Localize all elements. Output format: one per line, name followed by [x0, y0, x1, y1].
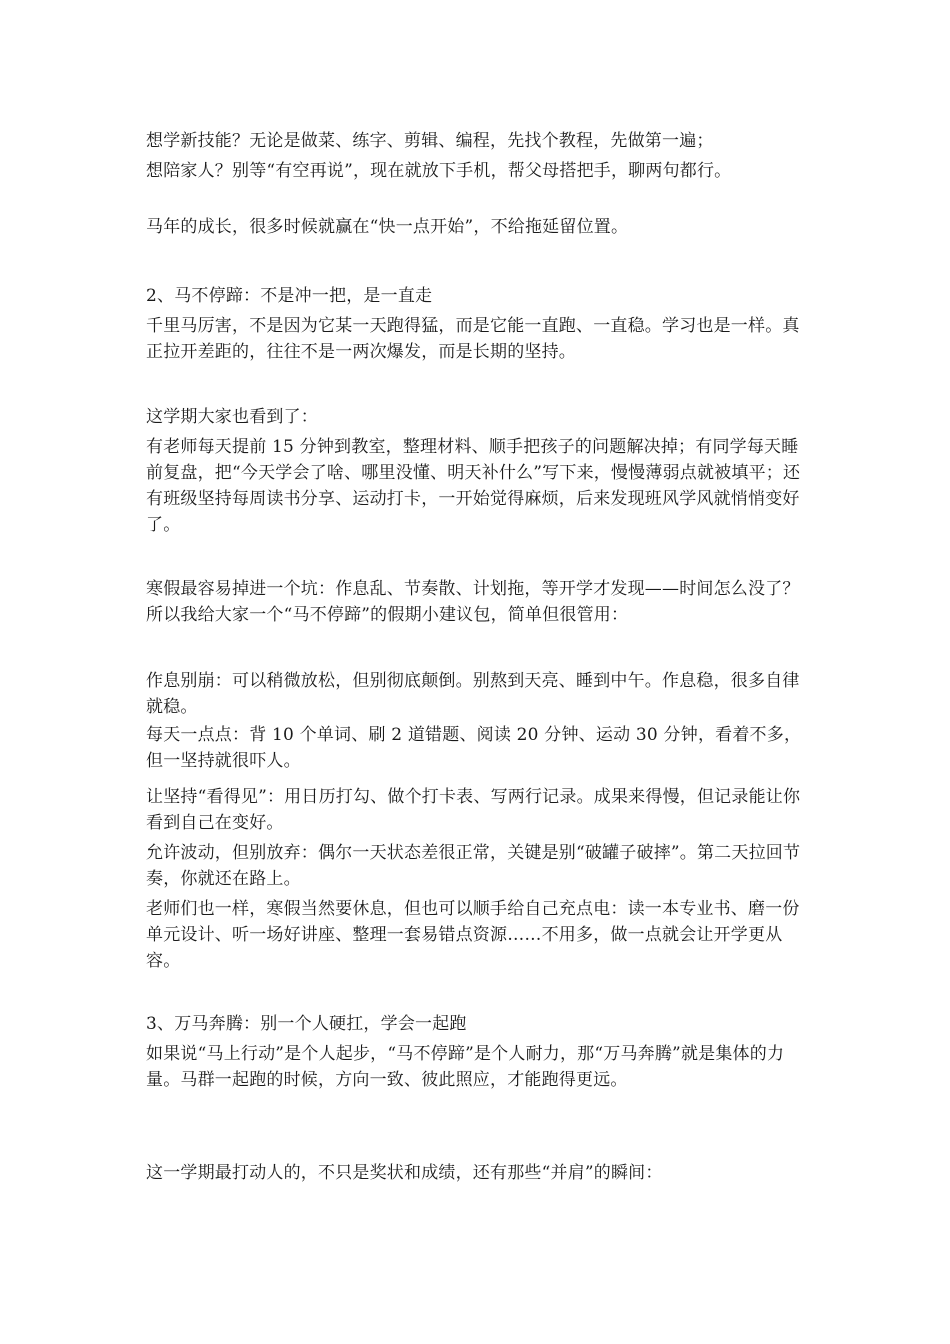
paragraph-persistence: 千里马厉害，不是因为它某一天跑得猛，而是它能一直跑、一直稳。学习也是一样。真正拉开差距的，往往不是一两次爆发，而是长期的坚持。 — [146, 316, 800, 362]
paragraph-winter-break: 寒假最容易掉进一个坑：作息乱、节奏散、计划拖，等开学才发现——时间怎么没了？所以我给大家一个“马不停蹄”的假期小建议包，简单但很管用： — [146, 579, 800, 625]
paragraph-start-early: 马年的成长，很多时候就赢在“快一点开始”，不给拖延留位置。 — [146, 217, 629, 237]
paragraph-teachers: 老师们也一样，寒假当然要休息，但也可以顺手给自己充点电：读一本专业书、磨一份单元设计、听一场好讲座、整理一套易错点资源……不用多，做一点就会让开学更从容。 — [146, 899, 800, 971]
paragraph-family: 想陪家人？别等“有空再说”，现在就放下手机，帮父母搭把手，聊两句都行。 — [146, 161, 732, 181]
tip-daily: 每天一点点：背 10 个单词、刷 2 道错题、阅读 20 分钟、运动 30 分钟，看着不多，但一坚持就很吓人。 — [146, 725, 802, 771]
tip-visible: 让坚持“看得见”：用日历打勾、做个打卡表、写两行记录。成果来得慢，但记录能让你看到自己在变好。 — [146, 787, 801, 833]
tip-schedule: 作息别崩：可以稍微放松，但别彻底颠倒。别熬到天亮、睡到中午。作息稳，很多自律就稳。 — [146, 671, 800, 717]
paragraph-side-by-side: 这一学期最打动人的，不只是奖状和成绩，还有那些“并肩”的瞬间： — [146, 1163, 663, 1183]
section-heading-3: 3、万马奔腾：别一个人硬扛，学会一起跑 — [146, 1014, 467, 1034]
paragraph-collective: 如果说“马上行动”是个人起步，“马不停蹄”是个人耐力，那“万马奔腾”就是集体的力量。马群一起跑的时候，方向一致、彼此照应，才能跑得更远。 — [146, 1044, 785, 1090]
paragraph-new-skill: 想学新技能？无论是做菜、练字、剪辑、编程，先找个教程，先做第一遍； — [146, 131, 714, 151]
tip-fluctuation: 允许波动，但别放弃：偶尔一天状态差很正常，关键是别“破罐子破摔”。第二天拉回节奏，你就还在路上。 — [146, 843, 801, 889]
paragraph-examples: 有老师每天提前 15 分钟到教室，整理材料、顺手把孩子的问题解决掉；有同学每天睡前复盘，把“今天学会了啥、哪里没懂、明天补什么”写下来，慢慢薄弱点就被填平；还有班级坚持每周读书分享、运动打卡，一开始觉得麻烦，后来发现班风学风就悄悄变好了。 — [146, 437, 801, 535]
section-heading-2: 2、马不停蹄：不是冲一把，是一直走 — [146, 286, 433, 306]
paragraph-this-semester: 这学期大家也看到了： — [146, 407, 318, 427]
